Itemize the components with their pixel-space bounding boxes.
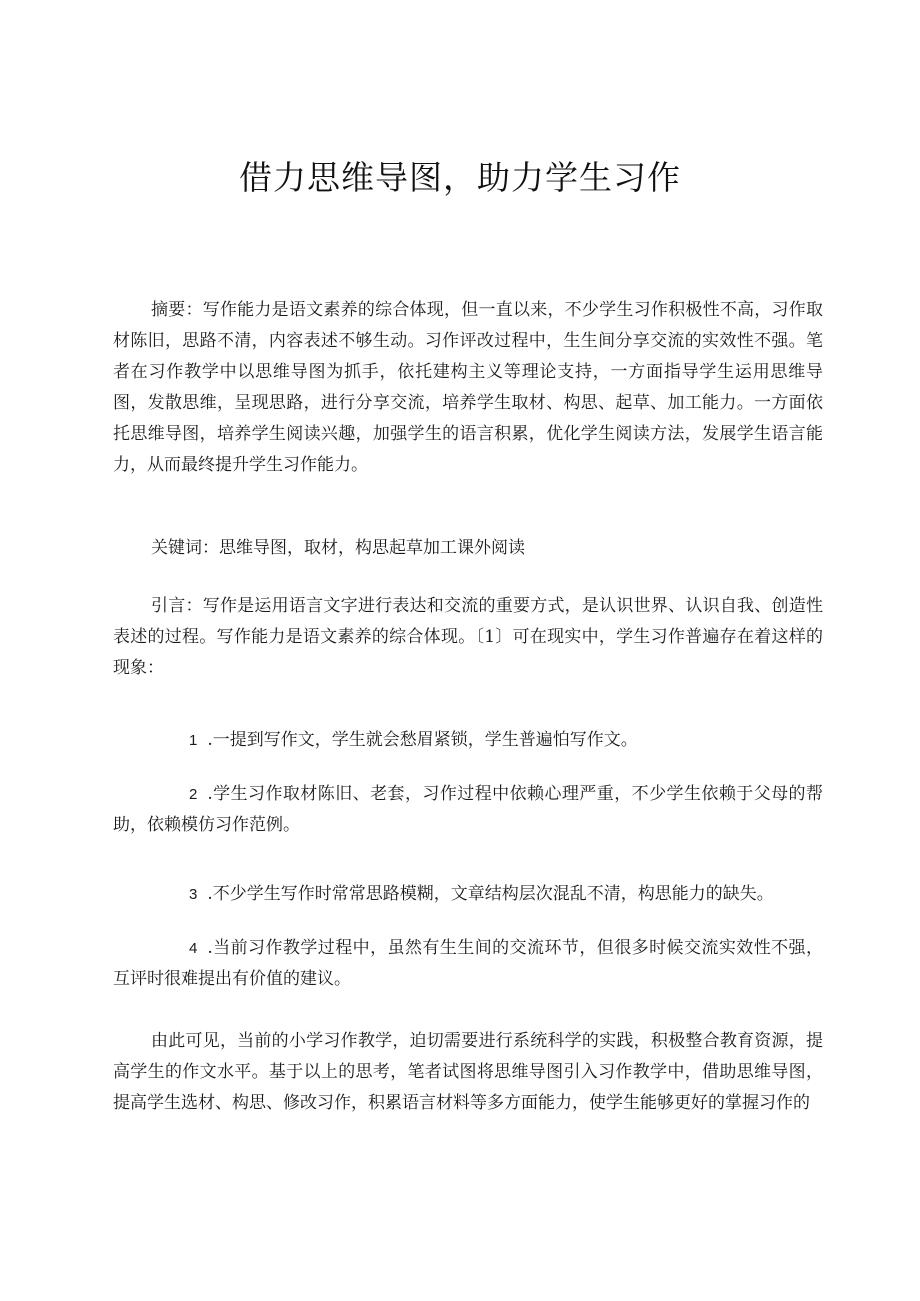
list-item-1 <box>113 725 823 756</box>
list-number: 4 <box>189 940 198 957</box>
list-item-text: .学生习作取材陈旧、老套，习作过程中依赖心理严重，不少学生依赖于父母的帮助，依赖模仿习作范例。 <box>113 784 823 835</box>
list-item-text: .一提到写作文，学生就会愁眉紧锁，学生普遍怕写作文。 <box>207 730 638 750</box>
list-number: 1 <box>189 732 198 749</box>
keywords-paragraph: 关键词：思维导图，取材，构思起草加工课外阅读 <box>151 538 525 558</box>
abstract-paragraph: 摘要：写作能力是语文素养的综合体现，但一直以来，不少学生习作积极性不高，习作取材陈旧，思路不清，内容表述不够生动。习作评改过程中，生生间分享交流的实效性不强。笔者在习作教学中以思维导图为抓手，依托建构主义等理论支持，一方面指导学生运用思维导图，发散思维，呈现思路，进行分享交流，培养学生取材、构思、起草、加工能力。一方面依托思维导图，培养学生阅读兴趣，加强学生的语言积累，优化学生阅读方法，发展学生语言能力，从而最终提升学生习作能力。 <box>113 300 823 475</box>
intro-paragraph: 引言：写作是运用语言文字进行表达和交流的重要方式，是认识世界、认识自我、创造性表述的过程。写作能力是语文素养的综合体现。〔1〕可在现实中，学生习作普遍存在着这样的现象： <box>113 596 823 678</box>
conclusion-paragraph: 由此可见，当前的小学习作教学，迫切需要进行系统科学的实践，积极整合教育资源，提高学生的作文水平。基于以上的思考，笔者试图将思维导图引入习作教学中，借助思维导图，提高学生选材、构思、修改习作，积累语言材料等多方面能力，使学生能够更好的掌握习作的 <box>113 1031 823 1113</box>
list-item-text: .不少学生写作时常常思路模糊，文章结构层次混乱不清，构思能力的缺失。 <box>207 884 774 904</box>
list-item-text: .当前习作教学过程中，虽然有生生间的交流环节，但很多时候交流实效性不强，互评时很难提出有价值的建议。 <box>113 938 823 989</box>
list-item-2 <box>113 779 823 841</box>
list-item-3 <box>113 879 823 910</box>
document-title: 借力思维导图，助力学生习作 <box>239 158 681 197</box>
list-item-4 <box>113 933 823 995</box>
list-number: 3 <box>189 886 198 903</box>
list-number: 2 <box>189 786 198 803</box>
